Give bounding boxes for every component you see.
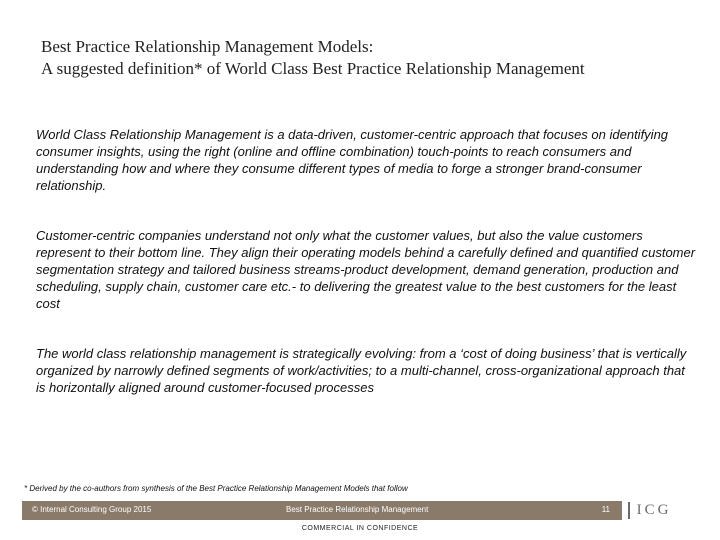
footer-title: Best Practice Relationship Management [286, 505, 429, 514]
paragraph-customer-centric: Customer-centric companies understand not only what the customer values, but also the value customers represent to their bottom line. They align their operating models behind a carefully defined and quantified customer segmentation strategy and tailored business streams-product development, demand generation, production and scheduling, supply chain, customer care etc.- to delivering the greatest value to the best customers for the least cost [36, 228, 696, 311]
icg-logo: ICG [636, 502, 672, 518]
slide-title [41, 36, 701, 80]
footer-copyright: © Internal Consulting Group 2015 [32, 505, 152, 514]
title-line-2: A suggested definition* of World Class Best Practice Relationship Management [41, 59, 585, 78]
footnote: * Derived by the co-authors from synthesis of the Best Practice Relationship Management Models that follow [24, 484, 408, 493]
footer-bar [22, 501, 622, 520]
page-number: 11 [601, 505, 610, 514]
paragraph-definition: World Class Relationship Management is a data-driven, customer-centric approach that focuses on identifying consumer insights, using the right (online and offline combination) touch-points to reach consumers and understanding how and where they consume different types of media to forge a stronger brand-consumer relationship. [36, 127, 669, 193]
paragraph-evolution: The world class relationship management is strategically evolving: from a ‘cost of doing business’ that is vertically organized by narrowly defined segments of work/activities; to a multi-channel, cross-organizational approach that is horizontally aligned around customer-focused processes [36, 346, 687, 395]
title-line-1: Best Practice Relationship Management Models: [41, 37, 374, 56]
confidentiality-notice: COMMERCIAL IN CONFIDENCE [301, 525, 419, 532]
